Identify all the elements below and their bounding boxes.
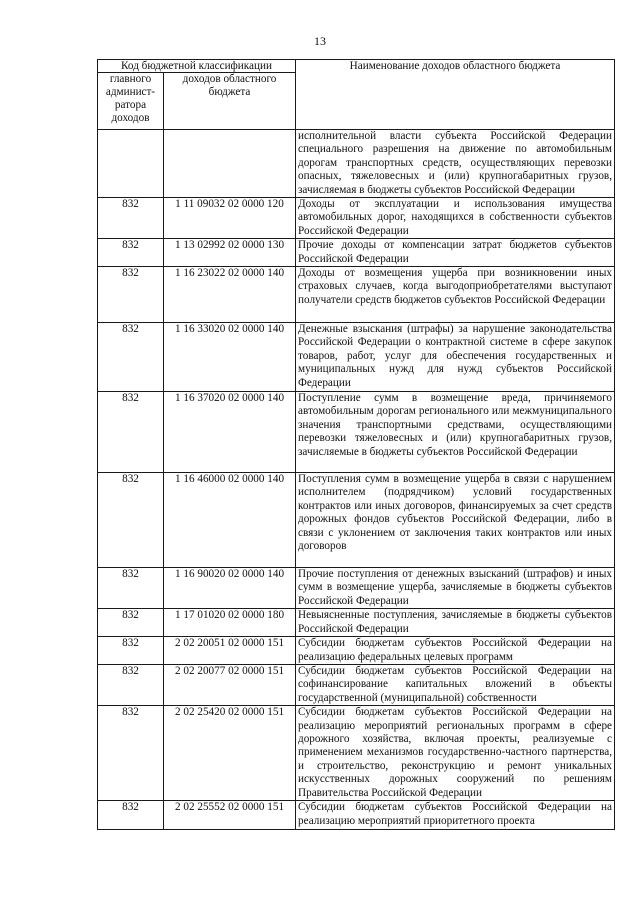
table-row [98, 706, 615, 801]
income-name-cell: Поступление сумм в возмещение вреда, причиняемого автомобильным дорогам регионального или межмуниципального значения транспортными средствами, осуществляющими перевозки тяжеловесных и (или) крупногабаритных грузов, зачисляемые в бюджеты субъектов Российской Федерации [296, 392, 615, 473]
budget-code-cell: 1 11 09032 02 0000 120 [164, 198, 296, 239]
income-name-cell: Поступления сумм в возмещение ущерба в связи с нарушением исполнителем (подрядчиком) условий государственных контрактов или иных договоров, финансируемых за счет средств дорожных фондов субъектов Российской Федерации, либо в связи с уклонением от заключения таких контрактов или иных договоров [296, 473, 615, 568]
budget-code-cell: 2 02 25420 02 0000 151 [164, 706, 296, 801]
header-name-column: Наименование доходов областного бюджета [296, 60, 615, 130]
income-name-cell: исполнительной власти субъекта Российской Федерации специального разрешения на движение по автомобильным дорогам транспортных средств, осуществляющих перевозки опасных, тяжеловесных и (или) крупногабаритных грузов, зачисляемая в бюджеты субъектов Российской Федерации [296, 130, 615, 198]
admin-code-cell: 832 [98, 239, 164, 267]
income-name-cell: Доходы от эксплуатации и использования имущества автомобильных дорог, находящихся в собственности субъектов Российской Федерации [296, 198, 615, 239]
admin-code-cell: 832 [98, 198, 164, 239]
table-row [98, 664, 615, 705]
admin-code-cell: 832 [98, 637, 164, 665]
admin-code-cell: 832 [98, 267, 164, 323]
table-row [98, 198, 615, 239]
admin-code-cell: 832 [98, 473, 164, 568]
table-row [98, 267, 615, 323]
budget-code-cell: 1 16 33020 02 0000 140 [164, 323, 296, 392]
header-admin-column: главного админист-ратора доходов [98, 73, 164, 130]
admin-code-cell: 832 [98, 706, 164, 801]
admin-code-cell: 832 [98, 609, 164, 637]
budget-code-cell: 1 16 37020 02 0000 140 [164, 392, 296, 473]
budget-code-cell: 1 16 90020 02 0000 140 [164, 568, 296, 609]
table-header-row [98, 60, 615, 73]
admin-code-cell: 832 [98, 568, 164, 609]
budget-code-cell: 1 16 23022 02 0000 140 [164, 267, 296, 323]
table-row [98, 637, 615, 665]
budget-code-cell: 2 02 20077 02 0000 151 [164, 664, 296, 705]
budget-code-cell: 2 02 25552 02 0000 151 [164, 801, 296, 830]
income-name-cell: Прочие доходы от компенсации затрат бюджетов субъектов Российской Федерации [296, 239, 615, 267]
table-row [98, 323, 615, 392]
budget-code-cell: 1 16 46000 02 0000 140 [164, 473, 296, 568]
income-name-cell: Субсидии бюджетам субъектов Российской Федерации на реализацию мероприятий приоритетного проекта [296, 801, 615, 830]
table-row [98, 392, 615, 473]
admin-code-cell: 832 [98, 392, 164, 473]
table-row [98, 130, 615, 198]
budget-classification-table [97, 59, 615, 830]
admin-code-cell: 832 [98, 801, 164, 830]
budget-code-cell [164, 130, 296, 198]
income-name-cell: Доходы от возмещения ущерба при возникновении иных страховых случаев, когда выгодоприобретателями выступают получатели средств бюджетов субъектов Российской Федерации [296, 267, 615, 323]
header-code-column: доходов областного бюджета [164, 73, 296, 130]
table-row [98, 473, 615, 568]
admin-code-cell [98, 130, 164, 198]
budget-code-cell: 1 13 02992 02 0000 130 [164, 239, 296, 267]
income-name-cell: Денежные взыскания (штрафы) за нарушение законодательства Российской Федерации о контрактной системе в сфере закупок товаров, работ, услуг для обеспечения государственных и муниципальных нужд для нужд субъектов Российской Федерации [296, 323, 615, 392]
income-name-cell: Невыясненные поступления, зачисляемые в бюджеты субъектов Российской Федерации [296, 609, 615, 637]
table-row [98, 801, 615, 830]
table-row [98, 609, 615, 637]
header-group-title: Код бюджетной классификации [98, 60, 296, 73]
income-name-cell: Субсидии бюджетам субъектов Российской Федерации на реализацию федеральных целевых программ [296, 637, 615, 665]
page-number: 13 [314, 34, 326, 48]
admin-code-cell: 832 [98, 664, 164, 705]
income-name-cell: Субсидии бюджетам субъектов Российской Федерации на софинансирование капитальных вложений в объекты государственной (муниципальной) собственности [296, 664, 615, 705]
admin-code-cell: 832 [98, 323, 164, 392]
budget-code-cell: 1 17 01020 02 0000 180 [164, 609, 296, 637]
income-name-cell: Субсидии бюджетам субъектов Российской Федерации на реализацию мероприятий региональных программ в сфере дорожного хозяйства, включая проекты, реализуемые с применением механизмов государственно-частного партнерства, и строительство, реконструкцию и ремонт уникальных искусственных дорожных сооружений по решениям Правительства Российской Федерации [296, 706, 615, 801]
table-row [98, 239, 615, 267]
table-row [98, 568, 615, 609]
income-name-cell: Прочие поступления от денежных взысканий (штрафов) и иных сумм в возмещение ущерба, зачисляемые в бюджеты субъектов Российской Федерации [296, 568, 615, 609]
budget-code-cell: 2 02 20051 02 0000 151 [164, 637, 296, 665]
